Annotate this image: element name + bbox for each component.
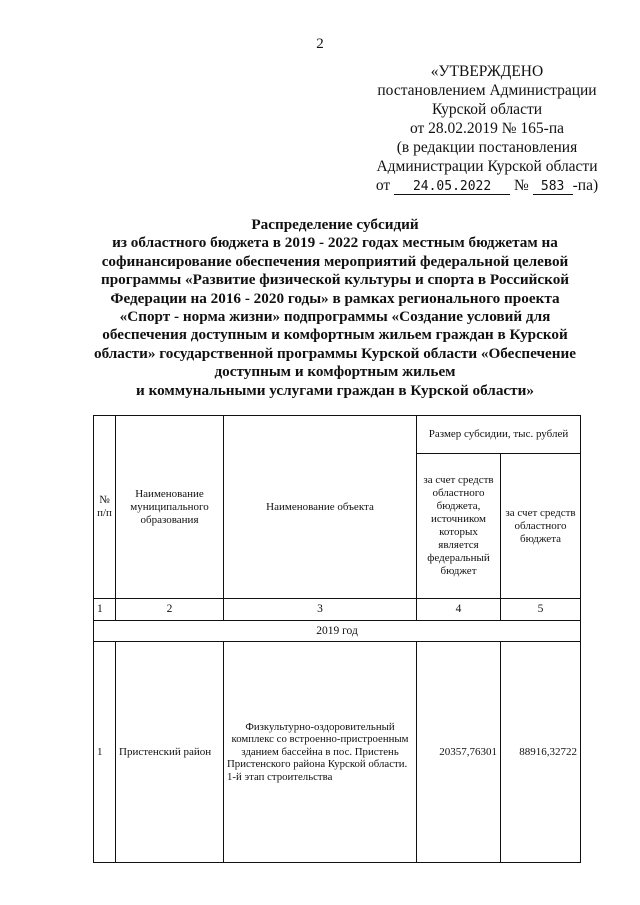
column-number: 1 (94, 599, 116, 621)
approval-number-field: 583 (533, 179, 573, 195)
approval-line: от 28.02.2019 № 165-па (409, 120, 565, 137)
approval-number-sign: № (513, 177, 529, 194)
header-regional: за счет средств областного бюджета (501, 454, 581, 599)
approval-date-field: 24.05.2022 (394, 179, 510, 195)
approval-stamp (352, 62, 622, 195)
row-federal-source-amount: 20357,76301 (417, 642, 501, 863)
title-line: области» государственной программы Курской области «Обеспечение (93, 344, 577, 362)
title-line: доступным и комфортным жильем (214, 363, 456, 381)
approval-line: Администрации Курской области (376, 158, 598, 175)
title-line: обеспечения доступным и комфортным жильем граждан в Курской (102, 326, 568, 344)
approval-suffix: -па) (572, 177, 599, 194)
row-object (224, 642, 417, 863)
header-subsidy-group: Размер субсидии, тыс. рублей (417, 416, 581, 454)
row-municipality: Пристенский район (116, 642, 224, 863)
object-line: 1-й этап строительства (227, 770, 333, 783)
page-number: 2 (316, 36, 324, 52)
title-line: из областного бюджета в 2019 - 2022 годах местным бюджетам на (112, 234, 558, 252)
header-municipality: Наименование муниципального образования (116, 416, 224, 599)
approval-last-line (352, 176, 622, 195)
header-num: № п/п (94, 416, 116, 599)
column-number: 3 (224, 599, 417, 621)
header-federal-source: за счет средств областного бюджета, источником которых является федеральный бюджет (417, 454, 501, 599)
row-regional-amount: 88916,32722 (501, 642, 581, 863)
table-header-row (94, 416, 581, 454)
title-line: программы «Развитие физической культуры и спорта в Российской (100, 271, 570, 289)
title-line: и коммунальными услугами граждан в Курской области» (136, 381, 534, 399)
column-number: 4 (417, 599, 501, 621)
year-row (94, 621, 581, 642)
approval-line: постановлением Администрации (377, 82, 597, 99)
title-line: «Спорт - норма жизни» подпрограммы «Создание условий для (119, 308, 551, 326)
title-line: Распределение субсидий (251, 216, 419, 233)
column-number-row (94, 599, 581, 621)
subsidy-table (93, 415, 581, 863)
header-object: Наименование объекта (224, 416, 417, 599)
row-num: 1 (94, 642, 116, 863)
approval-line: (в редакции постановления (396, 139, 578, 156)
title-line: софинансирование обеспечения мероприятий федеральной целевой (101, 252, 569, 270)
approval-prefix: от (375, 177, 391, 194)
document-title (80, 216, 590, 400)
column-number: 2 (116, 599, 224, 621)
approval-line: Курской области (431, 101, 543, 118)
table-row (94, 642, 581, 863)
year-label: 2019 год (94, 621, 581, 642)
column-number: 5 (501, 599, 581, 621)
approval-line: «УТВЕРЖДЕНО (430, 63, 544, 80)
title-line: Федерации на 2016 - 2020 годы» в рамках регионального проекта (110, 289, 560, 307)
object-line: Физкультурно-оздоровительный комплекс со встроенно-пристроенным зданием бассейна в пос. Пристень Пристенского района Курской области. (227, 720, 409, 771)
